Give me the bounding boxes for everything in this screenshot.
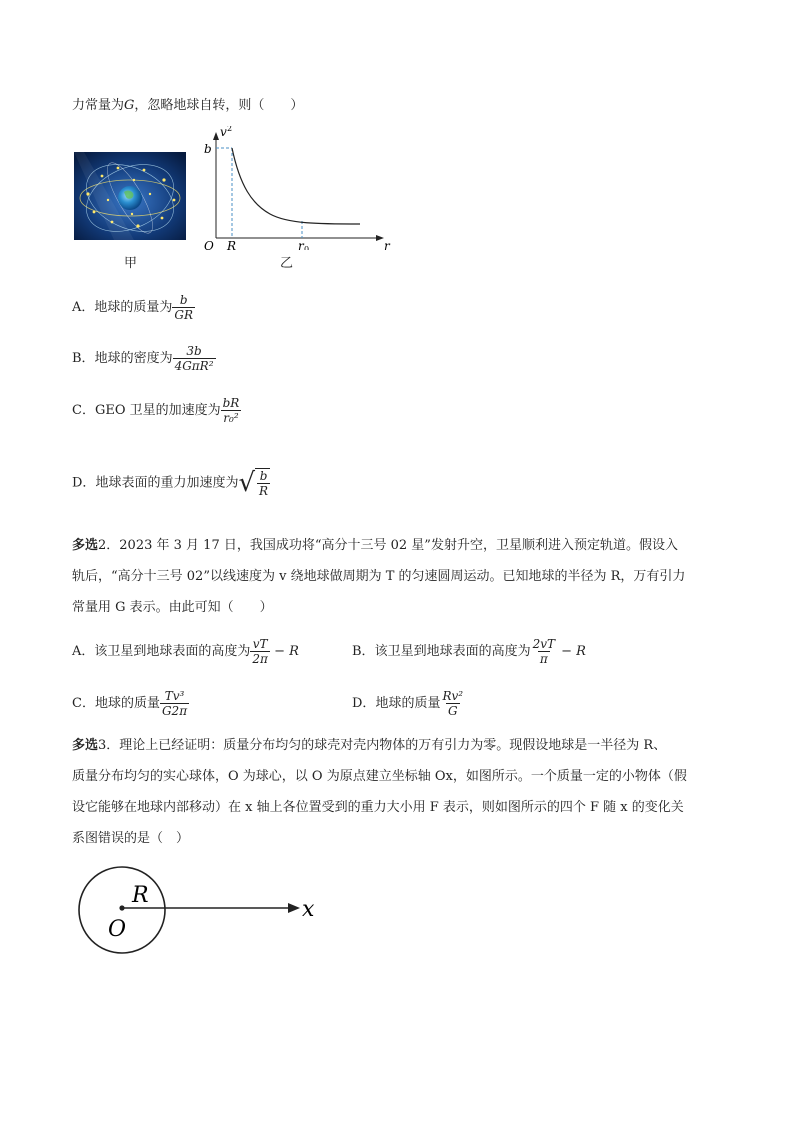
origin-label: O: [204, 239, 214, 250]
option-fraction: [172, 293, 195, 322]
q2-option-d[interactable]: [352, 689, 465, 718]
q1-option-a[interactable]: [72, 293, 195, 322]
option-letter: A．: [72, 300, 95, 315]
fig-yi-label: 乙: [280, 256, 294, 271]
option-letter: D．: [72, 475, 96, 491]
tick-b: b: [204, 142, 212, 156]
y-axis-arrow: [213, 132, 219, 140]
q1-intro-suffix: ，忽略地球自转，则（ ）: [134, 98, 304, 113]
option-letter: B．: [72, 351, 95, 366]
earth-axis-svg: [70, 864, 330, 960]
v2-r-graph-svg: [200, 126, 400, 250]
frac-num: b: [179, 293, 188, 307]
q2-line1-text: 2．2023 年 3 月 17 日，我国成功将“高分十三号 02 星”发射升空，卫星顺利进入预定轨道。假设入: [98, 538, 678, 553]
option-tail: − R: [557, 644, 586, 659]
q2-line-3: 常量用 G 表示。由此可知（ ）: [72, 600, 273, 615]
option-fraction: [440, 689, 465, 718]
option-fraction: [221, 396, 242, 425]
frac-num: Rv²: [442, 689, 464, 703]
satellite-illustration: [74, 152, 186, 240]
earth-axis-figure: [70, 864, 330, 960]
frac-den: R: [259, 484, 269, 498]
q2-option-b[interactable]: [352, 637, 586, 666]
frac-den: G2π: [161, 704, 188, 718]
option-fraction: [531, 637, 557, 666]
option-text: 地球的质量为: [94, 300, 173, 315]
frac-den: r₀²: [223, 411, 239, 425]
option-letter: B．: [352, 644, 375, 659]
q3-line-4: 系图错误的是（ ）: [72, 831, 190, 846]
sqrt-icon: √: [238, 468, 256, 498]
q2-option-a[interactable]: [72, 637, 299, 666]
frac-num: vT: [252, 637, 268, 651]
sqrt-expression: [238, 468, 270, 498]
q3-line-1: [72, 738, 666, 754]
tick-R: R: [227, 239, 237, 250]
q2-tag: 多选: [72, 538, 99, 553]
option-tail: − R: [269, 644, 299, 659]
option-letter: C．: [72, 696, 95, 711]
y-axis-sup: 2: [227, 126, 233, 133]
tick-r0-sub: 0: [304, 245, 310, 250]
option-fraction: [250, 637, 270, 666]
option-letter: A．: [72, 644, 95, 659]
option-letter: C．: [72, 403, 95, 418]
frac-den: G: [447, 704, 458, 718]
q1-intro: [72, 98, 303, 114]
q2-option-c[interactable]: [72, 689, 189, 718]
option-text: 该卫星到地球表面的高度为: [374, 644, 531, 659]
q3-line-2: 质量分布均匀的实心球体，O 为球心，以 O 为原点建立坐标轴 Ox，如图所示。一个质量一定的小物体（假: [72, 769, 687, 784]
option-text: 地球表面的重力加速度为: [95, 475, 239, 491]
x-axis-label: r: [384, 239, 390, 250]
option-text: 该卫星到地球表面的高度为: [94, 644, 251, 659]
label-R: R: [132, 883, 149, 908]
option-fraction: [257, 469, 270, 498]
q2-line-2: 轨后，“高分十三号 02”以线速度为 v 绕地球做周期为 T 的匀速圆周运动。已知地球的半径为 R，万有引力: [72, 569, 686, 584]
label-O: O: [108, 917, 127, 942]
option-fraction: [160, 689, 189, 718]
q3-line1-text: 3．理论上已经证明：质量分布均匀的球壳对壳内物体的万有引力为零。现假设地球是一半径为 R、: [98, 738, 667, 753]
frac-num: 3b: [186, 344, 202, 358]
x-arrow-icon: [288, 903, 300, 913]
v2-curve: [232, 148, 360, 224]
y-axis-label: v: [220, 126, 227, 139]
option-text: 地球的质量: [375, 696, 441, 711]
frac-num: Tv³: [164, 689, 185, 703]
frac-den: 4GπR²: [174, 359, 214, 373]
x-axis-arrow: [376, 235, 384, 241]
q1-intro-G: G: [124, 98, 135, 113]
satellite-image: [74, 152, 186, 240]
label-x: x: [302, 897, 315, 922]
q3-tag: 多选: [72, 738, 99, 753]
option-fraction: [173, 344, 216, 373]
q1-option-d[interactable]: [72, 468, 270, 498]
option-text: 地球的密度为: [94, 351, 173, 366]
q3-line-3: 设它能够在地球内部移动）在 x 轴上各位置受到的重力大小用 F 表示，则如图所示的四个 F 随 x 的变化关: [72, 800, 684, 815]
tick-r0: r: [298, 239, 304, 250]
frac-num: b: [259, 469, 268, 483]
frac-num: bR: [222, 396, 240, 410]
option-letter: D．: [352, 696, 376, 711]
q1-option-b[interactable]: [72, 344, 216, 373]
option-text: GEO 卫星的加速度为: [94, 403, 221, 418]
q1-option-c[interactable]: [72, 396, 241, 425]
fig-jia-label: 甲: [124, 256, 138, 271]
v2-r-graph: [200, 126, 400, 250]
frac-num: 2vT: [532, 637, 555, 651]
frac-den: 2π: [252, 652, 268, 666]
q1-intro-prefix: 力常量为: [72, 98, 125, 113]
frac-den: GR: [174, 308, 194, 322]
q2-line-1: [72, 538, 678, 554]
option-text: 地球的质量: [94, 696, 160, 711]
frac-den: π: [539, 652, 548, 666]
